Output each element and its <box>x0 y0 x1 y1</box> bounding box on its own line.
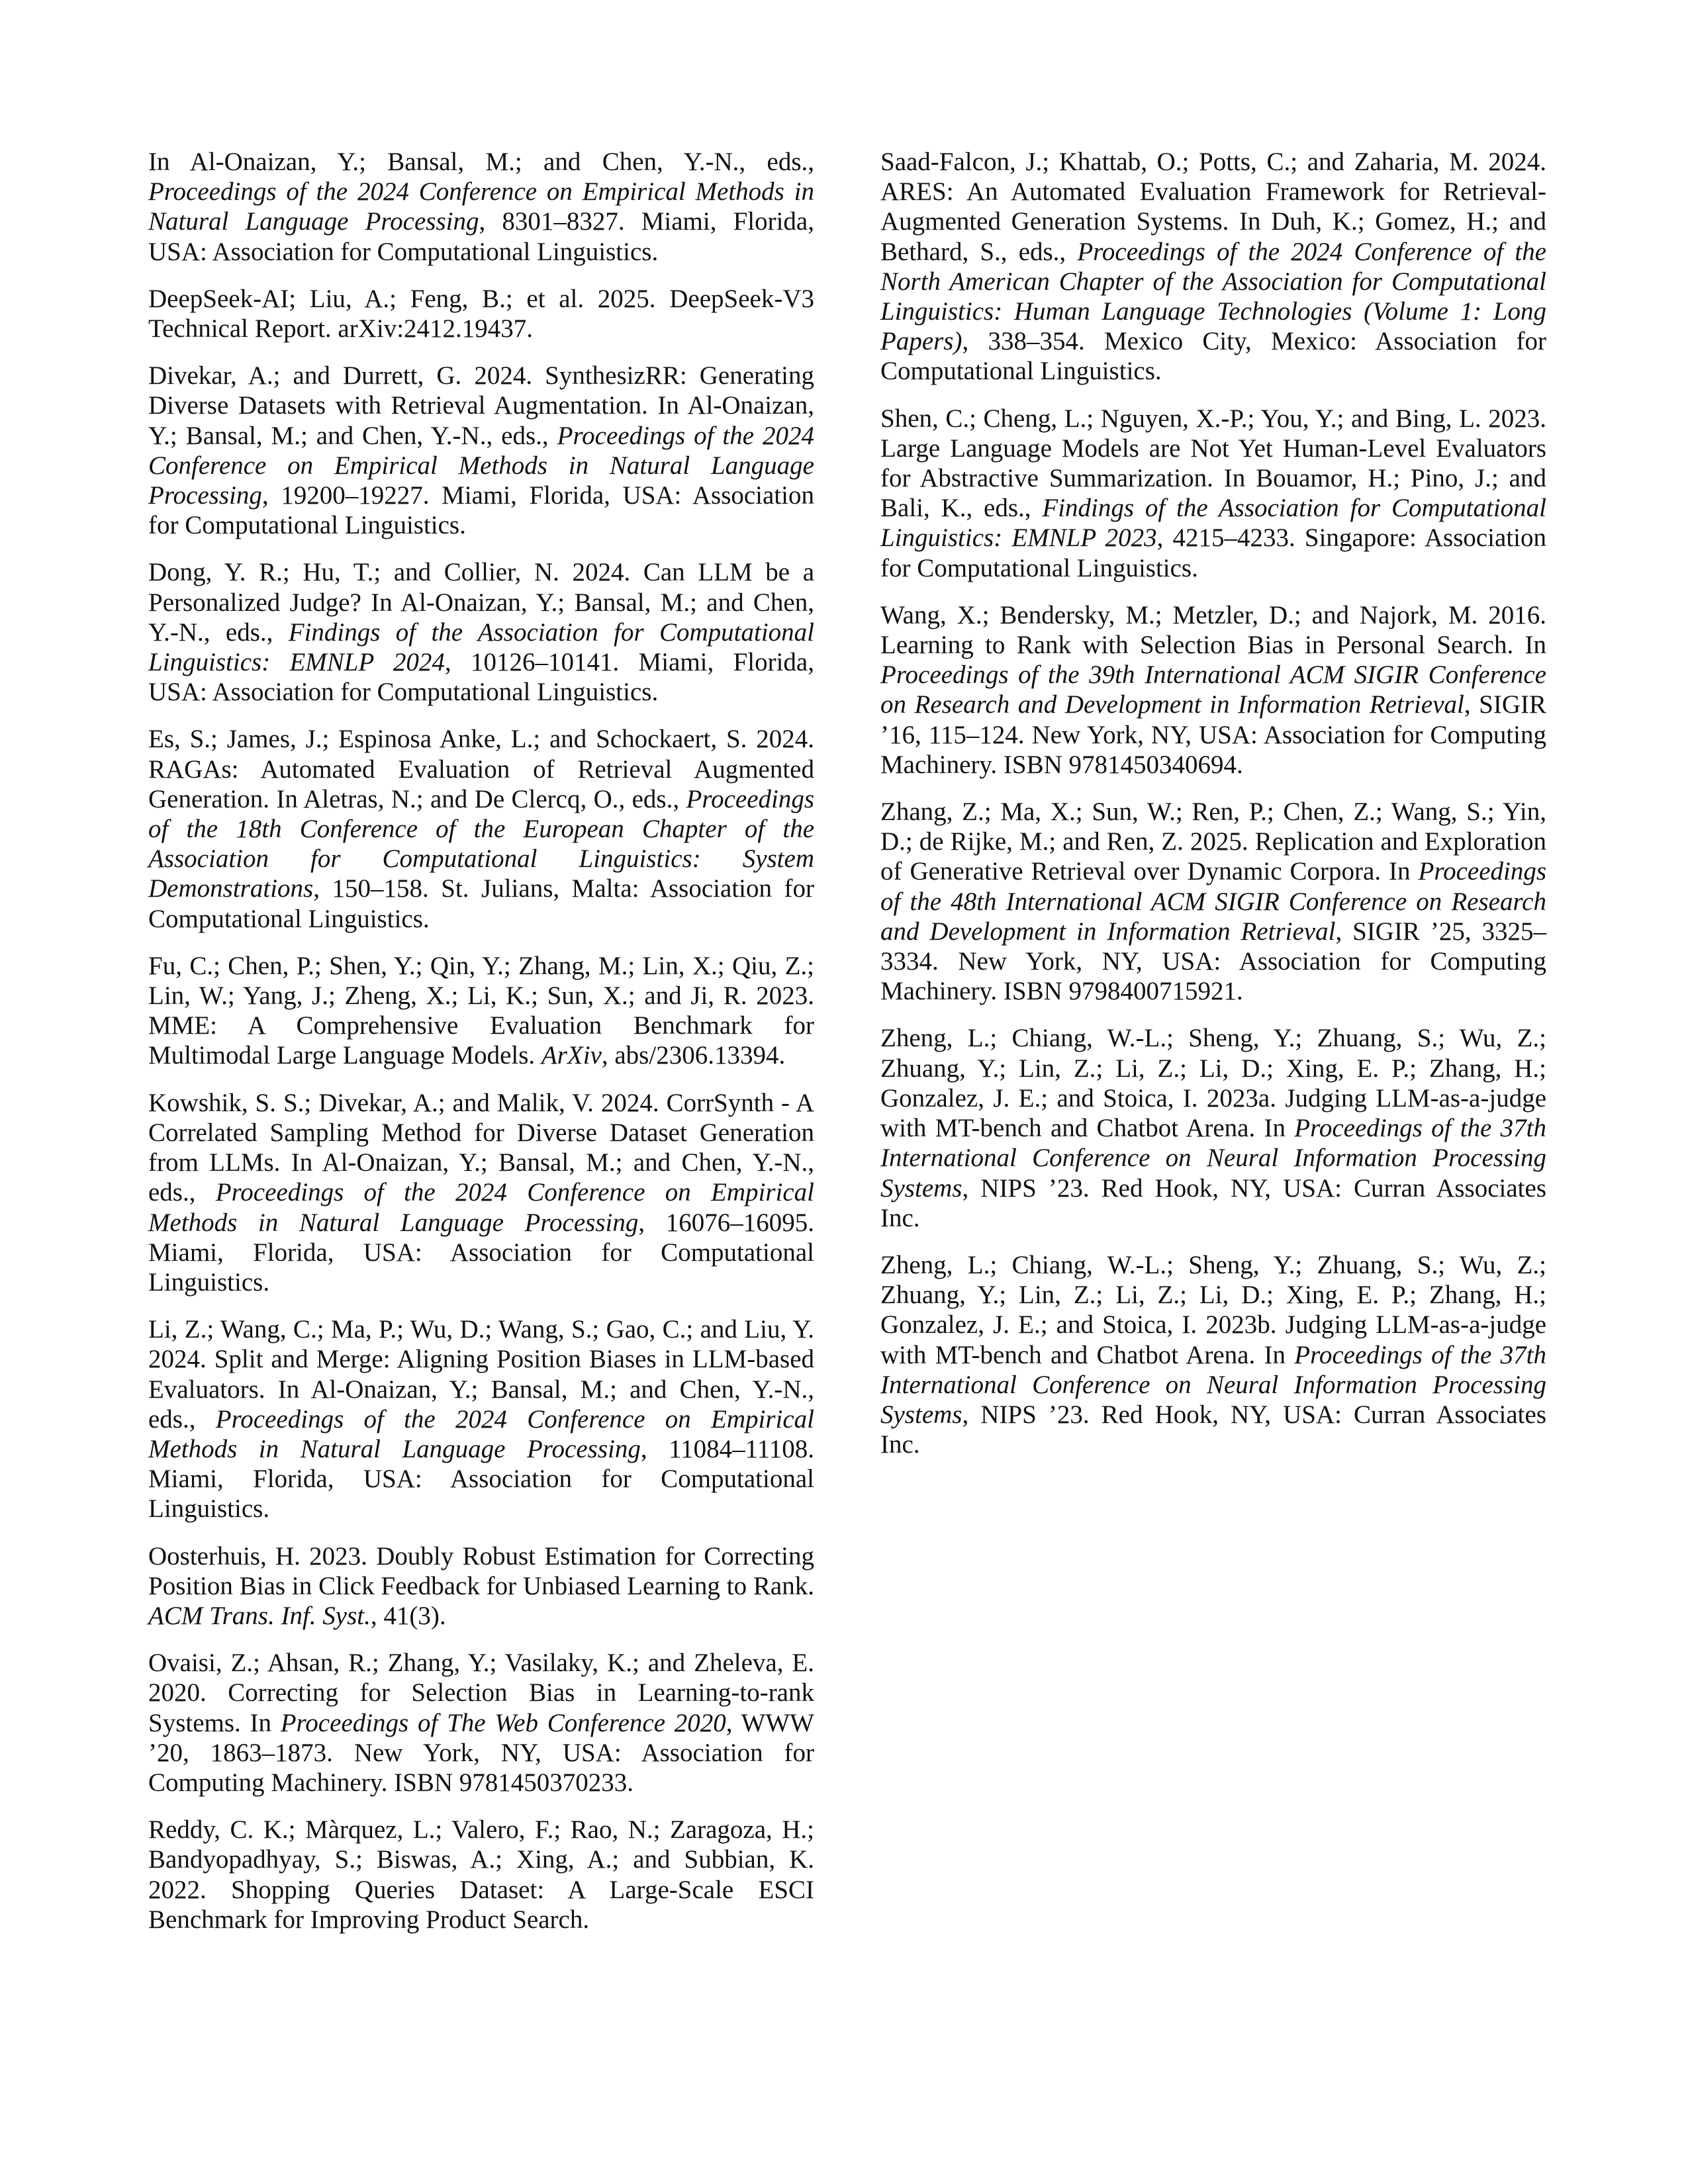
reference-authors: Ovaisi, Z.; Ahsan, R.; Zhang, Y.; Vasilaky, K.; and Zheleva, E. 2020. <box>148 1649 814 1707</box>
reference-authors: Fu, C.; Chen, P.; Shen, Y.; Qin, Y.; Zhang, M.; Lin, X.; Qiu, Z.; Lin, W.; Yang, J.; Zheng, X.; Li, K.; Sun, X.; and Ji, R. 2023. <box>148 951 814 1011</box>
reference-title: DeepSeek-V3 Technical Report. arXiv:2412.19437. <box>148 284 815 343</box>
reference-authors: Li, Z.; Wang, C.; Ma, P.; Wu, D.; Wang, S.; Gao, C.; and Liu, Y. 2024. <box>148 1315 814 1374</box>
reference-details: , SIGIR ’25, 3325–3334. New York, NY, USA: Association for Computing Machinery. ISBN 9798400715921. <box>880 917 1546 1006</box>
reference-authors: In Al-Onaizan, Y.; Bansal, M.; and Chen, Y.-N., eds., <box>148 148 814 176</box>
reference-venue: Proceedings of the 2024 Conference on Empirical Methods in Natural Language Processing <box>148 177 814 236</box>
reference-details: , 8301–8327. Miami, Florida, USA: Association for Computational Linguistics. <box>148 207 814 266</box>
reference-entry <box>880 797 1546 1006</box>
reference-title: Replication and Exploration of Generative Retrieval over Dynamic Corpora. In <box>880 827 1547 886</box>
reference-details: , 4215–4233. Singapore: Association for Computational Linguistics. <box>880 523 1546 582</box>
reference-venue: Proceedings of the 18th Conference of the European Chapter of the Association for Computational Linguistics: System Demonstrations <box>148 784 815 903</box>
reference-venue: Proceedings of the 2024 Conference on Empirical Methods in Natural Language Processing <box>148 1404 814 1463</box>
reference-venue: Findings of the Association for Computational Linguistics: EMNLP 2024 <box>148 617 814 677</box>
reference-entry <box>148 284 814 343</box>
reference-title: MME: A Comprehensive Evaluation Benchmark for Multimodal Large Language Models. <box>148 1011 814 1070</box>
reference-entry <box>148 361 814 540</box>
reference-authors: Zheng, L.; Chiang, W.-L.; Sheng, Y.; Zhuang, S.; Wu, Z.; Zhuang, Y.; Lin, Z.; Li, Z.; Li, D.; Xing, E. P.; Zhang, H.; Gonzalez, J. E.; and Stoica, I. 2023a. <box>880 1024 1546 1113</box>
reference-entry <box>148 1815 814 1934</box>
reference-title: CorrSynth - A Correlated Sampling Method for Diverse Dataset Generation from LLMs. In Al-Onaizan, Y.; Bansal, M.; and Chen, Y.-N., eds., <box>148 1088 815 1207</box>
reference-authors: Es, S.; James, J.; Espinosa Anke, L.; and Schockaert, S. 2024. <box>148 725 814 754</box>
reference-venue: Proceedings of The Web Conference 2020 <box>280 1708 726 1737</box>
reference-entry <box>880 1023 1546 1232</box>
reference-details: , 10126–10141. Miami, Florida, USA: Association for Computational Linguistics. <box>148 648 814 707</box>
reference-authors: Kowshik, S. S.; Divekar, A.; and Malik, V. 2024. <box>148 1088 659 1117</box>
reference-entry <box>880 1250 1546 1459</box>
reference-details: , NIPS ’23. Red Hook, NY, USA: Curran Associates Inc. <box>880 1173 1546 1232</box>
reference-entry <box>148 1541 814 1631</box>
reference-entry <box>880 600 1546 780</box>
reference-title: Doubly Robust Estimation for Correcting Position Bias in Click Feedback for Unbiased Learning to Rank. <box>148 1541 815 1600</box>
reference-details: , 150–158. St. Julians, Malta: Association for Computational Linguistics. <box>148 874 814 933</box>
reference-venue: Proceedings of the 37th International Conference on Neural Information Processing Systems <box>880 1340 1546 1429</box>
reference-title: Judging LLM-as-a-judge with MT-bench and Chatbot Arena. In <box>880 1310 1547 1369</box>
reference-authors: Divekar, A.; and Durrett, G. 2024. <box>148 361 533 390</box>
reference-authors: Saad-Falcon, J.; Khattab, O.; Potts, C.; and Zaharia, M. 2024. <box>880 148 1546 176</box>
reference-authors: Wang, X.; Bendersky, M.; Metzler, D.; and Najork, M. 2016. <box>880 600 1546 629</box>
reference-authors: DeepSeek-AI; Liu, A.; Feng, B.; et al. 2025. <box>148 284 656 313</box>
reference-title: Correcting for Selection Bias in Learning-to-rank Systems. In <box>148 1678 814 1737</box>
reference-details: , abs/2306.13394. <box>601 1041 786 1070</box>
references-right-column <box>880 147 1546 1477</box>
reference-entry <box>880 404 1546 583</box>
reference-entry <box>148 1314 814 1524</box>
reference-title: ARES: An Automated Evaluation Framework for Retrieval-Augmented Generation Systems. In Duh, K.; Gomez, H.; and Bethard, S., eds., <box>880 177 1546 266</box>
reference-venue: Proceedings of the 37th International Conference on Neural Information Processing Systems <box>880 1114 1546 1203</box>
reference-title: RAGAs: Automated Evaluation of Retrieval Augmented Generation. In Aletras, N.; and De Clercq, O., eds., <box>148 754 814 813</box>
reference-authors: Oosterhuis, H. 2023. <box>148 1541 367 1570</box>
reference-entry <box>148 951 814 1071</box>
reference-title: Can LLM be a Personalized Judge? In Al-Onaizan, Y.; Bansal, M.; and Chen, Y.-N., eds., <box>148 558 815 647</box>
references-left-column <box>148 147 814 1952</box>
reference-authors: Zheng, L.; Chiang, W.-L.; Sheng, Y.; Zhuang, S.; Wu, Z.; Zhuang, Y.; Lin, Z.; Li, Z.; Li, D.; Xing, E. P.; Zhang, H.; Gonzalez, J. E.; and Stoica, I. 2023b. <box>880 1250 1546 1340</box>
reference-venue: Proceedings of the 2024 Conference of the North American Chapter of the Association for Computational Linguistics: Human Language Technologies (Volume 1: Long Papers) <box>880 237 1547 356</box>
reference-authors: Dong, Y. R.; Hu, T.; and Collier, N. 2024. <box>148 558 631 587</box>
reference-entry <box>148 724 814 933</box>
reference-entry <box>148 1648 814 1797</box>
reference-venue: ACM Trans. Inf. Syst. <box>148 1601 371 1630</box>
reference-entry <box>148 1088 814 1297</box>
reference-title: Split and Merge: Aligning Position Biases in LLM-based Evaluators. In Al-Onaizan, Y.; Bansal, M.; and Chen, Y.-N., eds., <box>148 1345 814 1433</box>
reference-details: , 11084–11108. Miami, Florida, USA: Association for Computational Linguistics. <box>148 1434 814 1524</box>
reference-details: , NIPS ’23. Red Hook, NY, USA: Curran Associates Inc. <box>880 1400 1546 1459</box>
reference-title: Large Language Models are Not Yet Human-Level Evaluators for Abstractive Summarization. In Bouamor, H.; Pino, J.; and Bali, K., eds., <box>880 433 1546 523</box>
reference-details: , WWW ’20, 1863–1873. New York, NY, USA: Association for Computing Machinery. ISBN 9781450370233. <box>148 1708 814 1797</box>
reference-authors: Zhang, Z.; Ma, X.; Sun, W.; Ren, P.; Chen, Z.; Wang, S.; Yin, D.; de Rijke, M.; and Ren, Z. 2025. <box>880 797 1546 856</box>
reference-venue: ArXiv <box>541 1041 602 1070</box>
reference-venue: Findings of the Association for Computational Linguistics: EMNLP 2023 <box>880 494 1546 553</box>
reference-entry <box>148 557 814 707</box>
reference-details: , 19200–19227. Miami, Florida, USA: Association for Computational Linguistics. <box>148 481 814 540</box>
reference-authors: Shen, C.; Cheng, L.; Nguyen, X.-P.; You, Y.; and Bing, L. 2023. <box>880 404 1546 433</box>
reference-title: Judging LLM-as-a-judge with MT-bench and Chatbot Arena. In <box>880 1083 1546 1143</box>
reference-entry <box>148 147 814 267</box>
reference-venue: Proceedings of the 2024 Conference on Empirical Methods in Natural Language Processing <box>148 421 815 510</box>
reference-venue: Proceedings of the 39th International ACM SIGIR Conference on Research and Development in Information Retrieval <box>880 660 1546 719</box>
reference-details: , 338–354. Mexico City, Mexico: Association for Computational Linguistics. <box>880 327 1546 386</box>
reference-details: , SIGIR ’16, 115–124. New York, NY, USA: Association for Computing Machinery. ISBN 9781450340694. <box>880 690 1546 779</box>
reference-title: Learning to Rank with Selection Bias in Personal Search. In <box>880 631 1546 660</box>
reference-title: SynthesizRR: Generating Diverse Datasets with Retrieval Augmentation. In Al-Onaizan, Y.; Bansal, M.; and Chen, Y.-N., eds., <box>148 361 814 450</box>
reference-details: , 41(3). <box>370 1601 446 1630</box>
reference-title: Shopping Queries Dataset: A Large-Scale ESCI Benchmark for Improving Product Search. <box>148 1875 815 1934</box>
reference-details: , 16076–16095. Miami, Florida, USA: Association for Computational Linguistics. <box>148 1208 814 1297</box>
reference-authors: Reddy, C. K.; Màrquez, L.; Valero, F.; Rao, N.; Zaragoza, H.; Bandyopadhyay, S.; Biswas, A.; Xing, A.; and Subbian, K. 2022. <box>148 1815 814 1904</box>
reference-venue: Proceedings of the 2024 Conference on Empirical Methods in Natural Language Processing <box>148 1178 814 1237</box>
reference-entry <box>880 147 1546 387</box>
reference-venue: Proceedings of the 48th International ACM SIGIR Conference on Research and Development in Information Retrieval <box>880 857 1547 946</box>
